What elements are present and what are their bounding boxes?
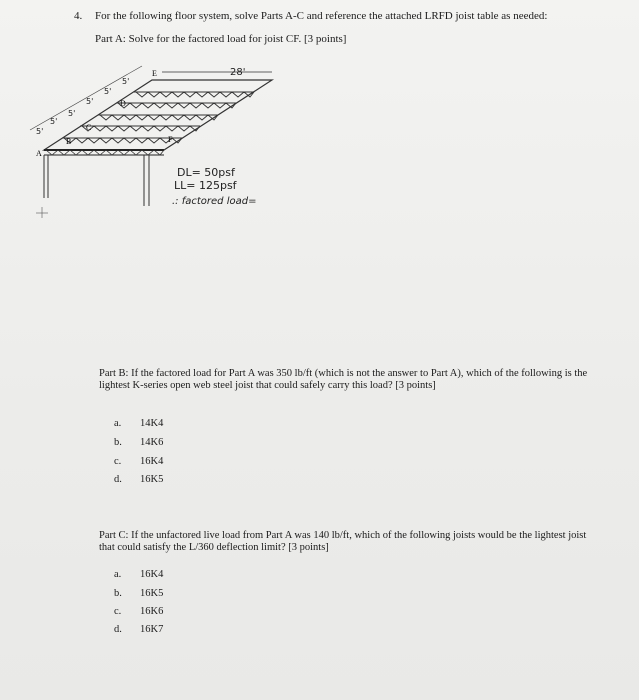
part-b-text: Part B: If the factored load for Part A was 350 lb/ft (which is not the answer to Part A), which of the following is the lightest K-series open web steel joist that could safely carry this load? [3 points]: [99, 368, 588, 391]
part-c-option-b[interactable]: [114, 588, 163, 599]
part-b-option-b[interactable]: [114, 437, 163, 448]
option-value: 16K4: [140, 456, 164, 467]
part-c-option-d[interactable]: [114, 624, 163, 635]
option-value: 16K6: [140, 606, 164, 617]
dead-load-note: DL= 50psf: [177, 166, 235, 179]
columns: [44, 155, 149, 206]
option-value: 16K7: [140, 624, 164, 635]
option-letter: d.: [114, 624, 122, 635]
spacing-1: 5': [36, 127, 44, 136]
question-prompt: For the following floor system, solve Parts A-C and reference the attached LRFD joist table as needed:: [95, 10, 548, 22]
part-c-option-c[interactable]: [114, 606, 163, 617]
floor-framing-sketch: [22, 58, 282, 218]
part-a-text: Part A: Solve for the factored load for joist CF. [3 points]: [95, 33, 347, 45]
option-letter: c.: [114, 456, 122, 467]
part-b-option-c[interactable]: [114, 456, 163, 467]
option-letter: d.: [114, 474, 122, 485]
point-f: F: [168, 135, 173, 144]
option-letter: a.: [114, 569, 122, 580]
span-label: 28': [230, 67, 246, 78]
option-letter: b.: [114, 437, 122, 448]
part-b-option-a[interactable]: [114, 418, 163, 429]
option-letter: a.: [114, 418, 122, 429]
part-c-text: Part C: If the unfactored live load from Part A was 140 lb/ft, which of the following joists would be the lightest joist that could satisfy the L/360 deflection limit? [3 points]: [99, 530, 587, 553]
part-c-option-a[interactable]: [114, 569, 163, 580]
spacing-3: 5': [68, 109, 76, 118]
point-a: A: [36, 149, 42, 158]
spacing-6: 5': [122, 77, 130, 86]
spacing-5: 5': [104, 87, 112, 96]
question-number: 4.: [74, 10, 83, 22]
option-value: 16K5: [140, 474, 164, 485]
point-d: D: [120, 99, 126, 108]
option-value: 14K4: [140, 418, 164, 429]
point-b: B: [66, 137, 72, 146]
spacing-4: 5': [86, 97, 94, 106]
spacing-2: 5': [50, 117, 58, 126]
part-b-option-d[interactable]: [114, 474, 163, 485]
option-value: 16K4: [140, 569, 164, 580]
live-load-note: LL= 125psf: [174, 179, 237, 192]
option-letter: c.: [114, 606, 122, 617]
floor-system-figure: [22, 58, 282, 218]
point-e: E: [152, 69, 157, 78]
option-value: 14K6: [140, 437, 164, 448]
option-letter: b.: [114, 588, 122, 599]
option-value: 16K5: [140, 588, 164, 599]
factored-load-note: .: factored load=: [172, 196, 257, 207]
point-c: C: [86, 123, 92, 132]
